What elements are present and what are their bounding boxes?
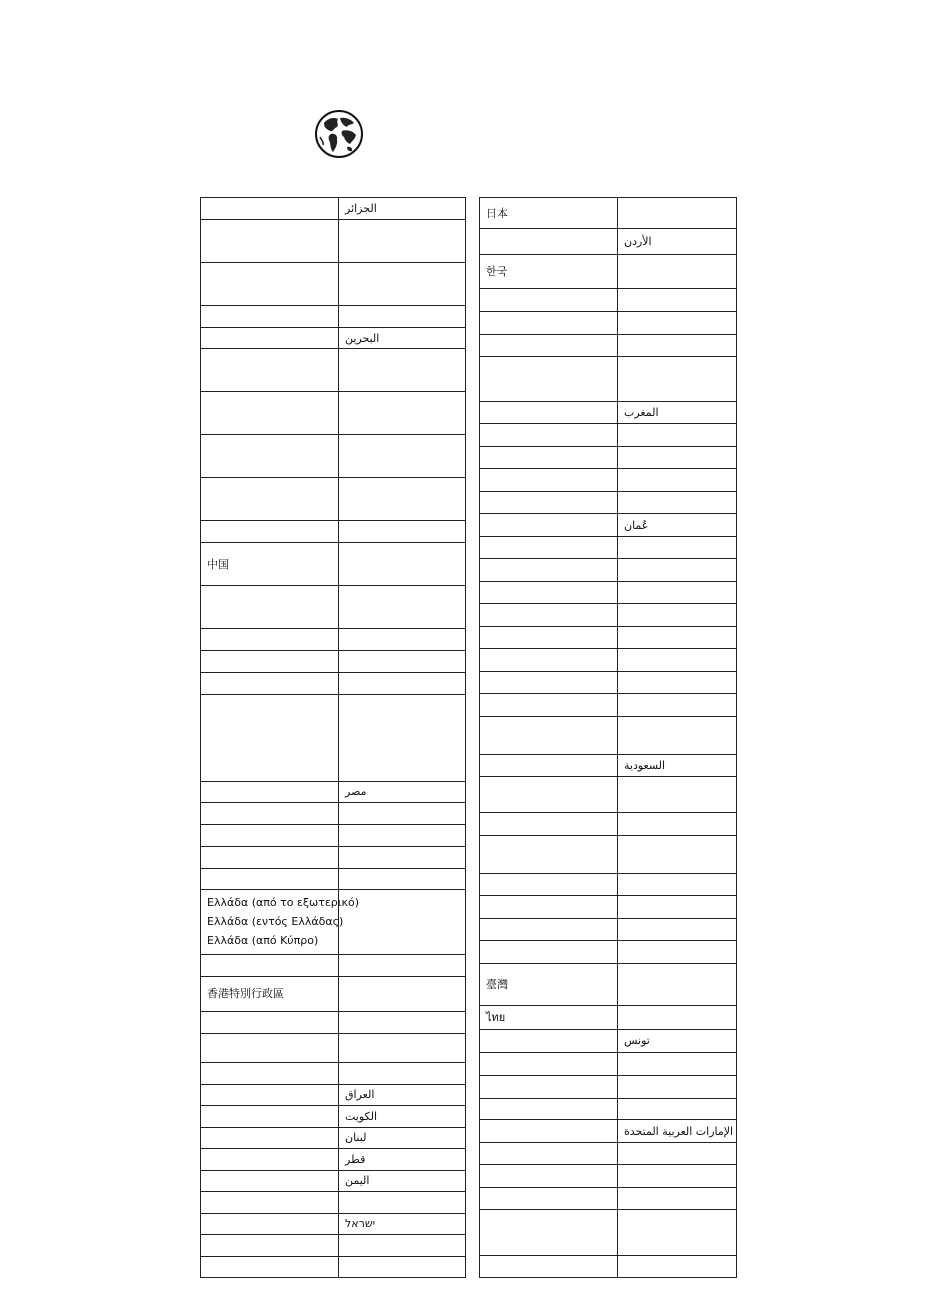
country-name-cell: ไทย	[486, 1010, 506, 1024]
table-row	[201, 802, 465, 824]
country-name-cell	[201, 1063, 338, 1084]
table-row	[480, 468, 736, 491]
country-name-cell	[480, 874, 617, 895]
table-row	[201, 1105, 465, 1127]
country-name-cell	[201, 1149, 338, 1170]
country-name-cell	[201, 1235, 338, 1256]
table-row	[480, 1209, 736, 1255]
local-country-name-cell	[618, 424, 736, 446]
local-country-name-cell: الأردن	[624, 235, 652, 249]
table-row	[201, 585, 465, 628]
table-row	[480, 648, 736, 671]
country-name-cell	[201, 349, 338, 391]
local-country-name-cell: المغرب	[624, 406, 659, 420]
country-name-cell	[201, 890, 360, 954]
local-country-name-cell	[618, 672, 736, 693]
country-name-cell	[201, 629, 338, 650]
table-row	[480, 334, 736, 356]
local-country-name-cell	[618, 604, 736, 626]
table-row	[201, 348, 465, 391]
table-row	[480, 812, 736, 835]
country-name-cell	[480, 537, 617, 558]
local-country-name-cell	[618, 941, 736, 963]
local-country-name-cell	[618, 1256, 736, 1277]
table-row	[201, 1011, 465, 1033]
country-name-cell	[201, 847, 338, 868]
country-name-cell	[480, 649, 617, 671]
country-name-cell	[201, 521, 338, 542]
local-country-name-cell	[339, 1257, 465, 1277]
local-country-name-cell	[339, 1192, 465, 1213]
local-country-name-cell	[618, 1053, 736, 1075]
local-country-name-cell	[618, 1143, 736, 1164]
country-name-line: Ελλάδα (από Κύπρο)	[207, 934, 319, 948]
country-name-cell	[480, 1030, 617, 1052]
country-name-cell	[201, 220, 338, 262]
local-country-name-cell	[618, 874, 736, 895]
local-country-name-cell	[339, 890, 465, 954]
table-row	[480, 1187, 736, 1209]
country-name-cell	[480, 672, 617, 693]
table-row	[201, 198, 465, 219]
local-country-name-cell	[339, 306, 465, 327]
country-name-cell	[480, 312, 617, 334]
country-name-cell	[480, 896, 617, 918]
country-name-cell	[480, 1256, 617, 1277]
local-country-name-cell	[339, 1034, 465, 1062]
table-row	[480, 1119, 736, 1142]
country-name-cell	[201, 825, 338, 846]
local-country-name-cell	[618, 255, 736, 287]
table-row	[480, 446, 736, 468]
country-name-cell	[480, 836, 617, 874]
table-row	[201, 628, 465, 650]
country-name-cell	[480, 627, 617, 648]
table-row	[480, 254, 736, 287]
table-row	[480, 895, 736, 918]
country-name-line: Ελλάδα (εντός Ελλάδας)	[207, 915, 344, 929]
country-name-cell	[480, 755, 617, 776]
table-row	[201, 1256, 465, 1277]
local-country-name-cell	[618, 836, 736, 874]
local-country-name-cell: قطر	[345, 1152, 366, 1166]
local-country-name-cell	[618, 627, 736, 648]
local-country-name-cell	[339, 673, 465, 694]
country-name-cell	[201, 1128, 338, 1148]
table-row	[201, 824, 465, 846]
table-row	[201, 520, 465, 542]
local-country-name-cell	[618, 357, 736, 402]
local-country-name-cell: اليمن	[345, 1174, 370, 1188]
local-country-name-cell: الإمارات العربية المتحدة	[624, 1124, 734, 1138]
local-country-name-cell	[618, 335, 736, 356]
country-name-cell	[480, 289, 617, 311]
table-row	[201, 650, 465, 672]
country-name-cell	[201, 1257, 338, 1277]
local-country-name-cell	[618, 582, 736, 603]
local-country-name-cell: العراق	[345, 1088, 375, 1102]
country-name-cell	[201, 198, 338, 219]
table-row	[480, 626, 736, 648]
right-country-table	[479, 197, 737, 1278]
country-name-cell	[201, 695, 338, 780]
local-country-name-cell	[618, 1210, 736, 1255]
country-name-cell	[480, 447, 617, 468]
local-country-name-cell: ישראל	[345, 1217, 376, 1231]
country-name-cell	[480, 717, 617, 755]
table-row	[480, 776, 736, 811]
country-name-cell	[480, 777, 617, 811]
country-name-cell	[480, 469, 617, 491]
local-country-name-cell	[339, 263, 465, 305]
table-row	[480, 1255, 736, 1277]
table-row	[480, 1142, 736, 1164]
local-country-name-cell	[618, 198, 736, 228]
local-country-name-cell	[339, 435, 465, 477]
country-name-cell	[201, 1214, 338, 1234]
local-country-name-cell	[339, 521, 465, 542]
table-row	[480, 918, 736, 940]
country-name-cell	[480, 1165, 617, 1187]
table-row	[480, 311, 736, 334]
country-name-line: Ελλάδα (από το εξωτερικό)	[207, 896, 360, 910]
table-row	[201, 219, 465, 262]
table-row	[201, 434, 465, 477]
country-name-cell	[201, 435, 338, 477]
country-name-cell	[480, 941, 617, 963]
local-country-name-cell: مصر	[345, 785, 367, 799]
table-row	[480, 603, 736, 626]
table-row	[201, 1062, 465, 1084]
table-row	[201, 868, 465, 889]
country-name-cell	[480, 1210, 617, 1255]
country-name-cell	[201, 586, 338, 628]
table-row	[480, 1005, 736, 1029]
local-country-name-cell: تونس	[624, 1034, 650, 1048]
table-row	[480, 671, 736, 693]
country-name-cell	[201, 263, 338, 305]
table-row	[201, 954, 465, 976]
table-row	[480, 356, 736, 402]
country-name-cell	[480, 1076, 617, 1098]
country-name-cell	[480, 694, 617, 716]
local-country-name-cell	[339, 955, 465, 976]
local-country-name-cell	[618, 1006, 736, 1029]
table-row	[201, 327, 465, 348]
country-name-cell	[480, 604, 617, 626]
country-name-cell	[201, 803, 338, 824]
local-country-name-cell	[339, 977, 465, 1011]
local-country-name-cell	[618, 694, 736, 716]
country-name-cell	[201, 1085, 338, 1105]
local-country-name-cell	[339, 543, 465, 585]
table-row	[201, 477, 465, 520]
local-country-name-cell	[618, 492, 736, 513]
local-country-name-cell	[618, 813, 736, 835]
country-name-cell	[480, 559, 617, 581]
country-name-cell	[480, 514, 617, 536]
local-country-name-cell	[339, 695, 465, 780]
table-row	[201, 1191, 465, 1213]
country-name-cell	[201, 673, 338, 694]
table-row	[480, 716, 736, 755]
country-name-cell: 日本	[486, 206, 508, 220]
country-name-cell	[201, 1106, 338, 1127]
table-row	[480, 1164, 736, 1187]
local-country-name-cell	[339, 869, 465, 889]
table-row	[480, 198, 736, 228]
country-name-cell	[201, 1034, 338, 1062]
table-row	[480, 1029, 736, 1052]
local-country-name-cell	[618, 896, 736, 918]
country-name-cell	[480, 582, 617, 603]
table-row	[201, 305, 465, 327]
table-row	[201, 262, 465, 305]
country-name-cell	[201, 651, 338, 672]
country-name-cell	[480, 1188, 617, 1209]
table-row	[201, 1084, 465, 1105]
local-country-name-cell	[618, 777, 736, 811]
table-row	[480, 228, 736, 254]
local-country-name-cell	[618, 919, 736, 940]
local-country-name-cell: السعودية	[624, 759, 666, 773]
table-row	[201, 1213, 465, 1234]
country-name-cell	[480, 402, 617, 423]
country-name-cell	[480, 1143, 617, 1164]
table-row	[480, 1098, 736, 1120]
table-row	[201, 1127, 465, 1148]
local-country-name-cell	[339, 586, 465, 628]
country-name-cell	[480, 919, 617, 940]
local-country-name-cell	[618, 1188, 736, 1209]
country-name-cell	[201, 1192, 338, 1213]
country-name-cell	[201, 869, 338, 889]
country-name-cell	[480, 229, 617, 254]
table-row	[480, 491, 736, 513]
country-name-cell	[201, 1012, 338, 1033]
local-country-name-cell	[618, 649, 736, 671]
country-name-cell	[480, 335, 617, 356]
local-country-name-cell	[339, 392, 465, 434]
table-row	[480, 963, 736, 1005]
country-name-cell	[480, 813, 617, 835]
local-country-name-cell	[339, 1063, 465, 1084]
table-row	[201, 391, 465, 434]
country-name-cell	[201, 392, 338, 434]
local-country-name-cell	[339, 847, 465, 868]
local-country-name-cell: لبنان	[345, 1131, 367, 1145]
table-row	[480, 513, 736, 536]
local-country-name-cell	[339, 478, 465, 520]
table-row	[201, 781, 465, 802]
local-country-name-cell	[339, 1235, 465, 1256]
globe-icon	[314, 109, 364, 159]
table-row	[480, 423, 736, 446]
country-name-cell	[480, 357, 617, 402]
country-name-cell	[201, 1171, 338, 1191]
table-row	[480, 835, 736, 874]
country-name-cell: 香港特別行政區	[207, 987, 284, 1001]
local-country-name-cell	[618, 1076, 736, 1098]
local-country-name-cell	[339, 651, 465, 672]
country-name-cell	[201, 478, 338, 520]
country-name-cell	[201, 782, 338, 802]
local-country-name-cell	[339, 349, 465, 391]
local-country-name-cell	[618, 1099, 736, 1120]
table-row	[201, 672, 465, 694]
table-row	[201, 889, 465, 954]
local-country-name-cell: الكويت	[345, 1109, 378, 1123]
country-name-cell	[480, 492, 617, 513]
table-row	[480, 536, 736, 558]
local-country-name-cell	[618, 537, 736, 558]
table-row	[480, 754, 736, 776]
table-row	[201, 1234, 465, 1256]
local-country-name-cell	[618, 717, 736, 755]
table-row	[480, 1052, 736, 1075]
local-country-name-cell	[618, 289, 736, 311]
table-row	[201, 542, 465, 585]
table-row	[201, 1148, 465, 1170]
local-country-name-cell	[339, 1012, 465, 1033]
table-row	[480, 1075, 736, 1098]
local-country-name-cell: البحرين	[345, 331, 380, 345]
table-row	[480, 693, 736, 716]
country-name-cell: 한국	[486, 265, 508, 279]
local-country-name-cell	[339, 803, 465, 824]
country-name-cell	[480, 424, 617, 446]
country-name-cell	[201, 306, 338, 327]
table-row	[201, 1033, 465, 1062]
local-country-name-cell	[618, 312, 736, 334]
country-name-cell	[201, 955, 338, 976]
country-name-cell	[480, 1120, 617, 1142]
country-name-cell: 中国	[207, 557, 229, 571]
table-row	[480, 558, 736, 581]
local-country-name-cell: عُمان	[624, 518, 649, 532]
table-row	[201, 1170, 465, 1191]
local-country-name-cell	[339, 220, 465, 262]
local-country-name-cell	[618, 447, 736, 468]
table-row	[480, 288, 736, 311]
table-row	[201, 976, 465, 1011]
country-name-cell	[201, 328, 338, 348]
table-row	[480, 940, 736, 963]
local-country-name-cell	[339, 629, 465, 650]
local-country-name-cell	[339, 825, 465, 846]
local-country-name-cell	[618, 964, 736, 1005]
country-name-cell	[480, 1099, 617, 1120]
local-country-name-cell	[618, 559, 736, 581]
table-row	[480, 401, 736, 423]
country-name-cell: 臺灣	[486, 977, 508, 991]
left-country-table	[200, 197, 466, 1278]
country-name-cell	[480, 1053, 617, 1075]
table-row	[480, 873, 736, 895]
table-row	[480, 581, 736, 603]
table-row	[201, 694, 465, 780]
local-country-name-cell	[618, 1165, 736, 1187]
local-country-name-cell	[618, 469, 736, 491]
table-row	[201, 846, 465, 868]
local-country-name-cell: الجزائر	[345, 202, 377, 215]
